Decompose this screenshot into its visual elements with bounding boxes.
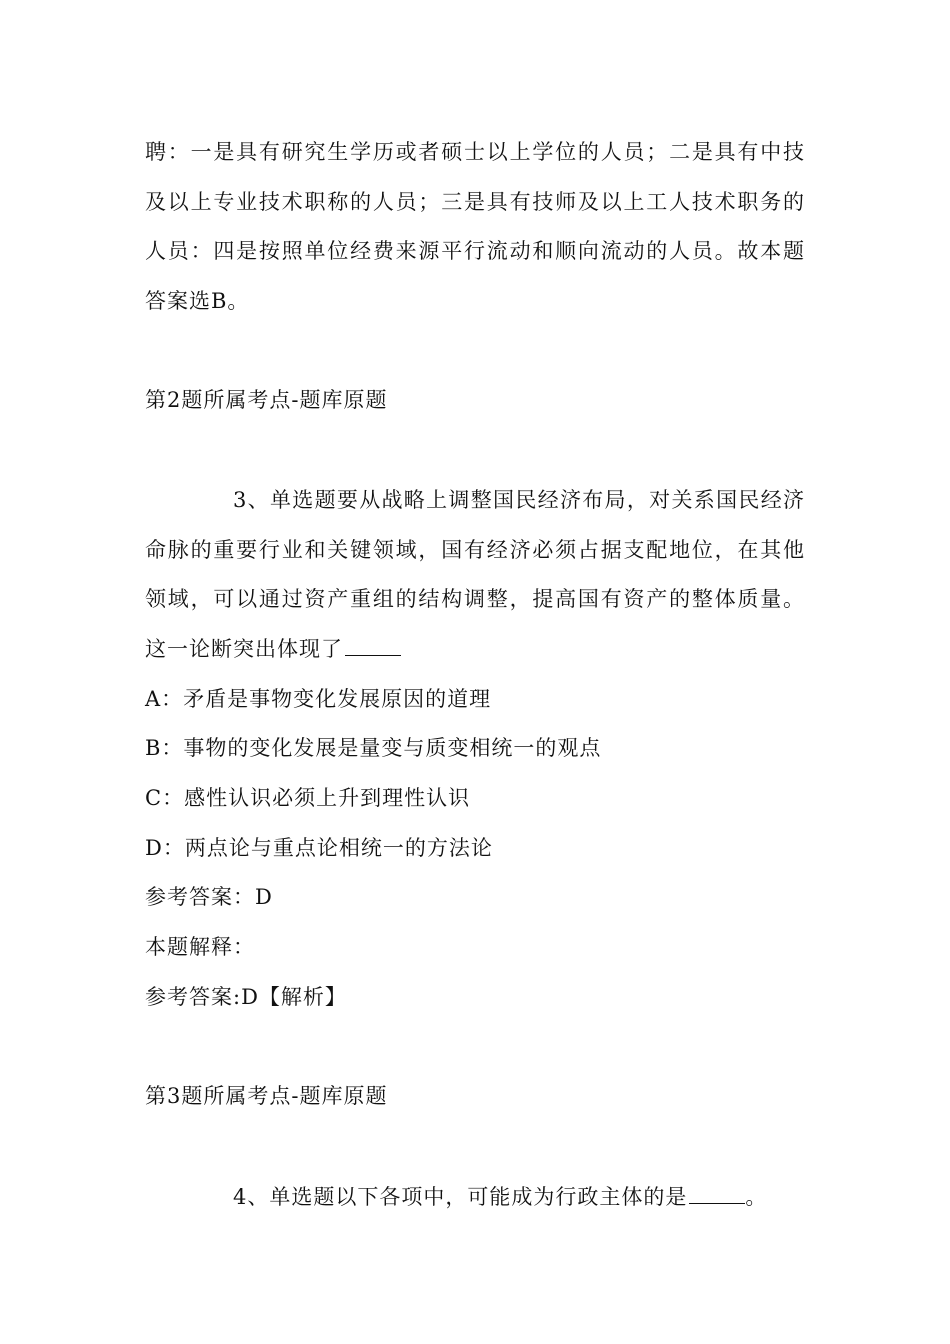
- topic-2-heading: 第2题所属考点-题库原题: [145, 388, 388, 412]
- q3-explain-label: 本题解释：: [145, 935, 255, 959]
- q3-option-d: D：两点论与重点论相统一的方法论: [145, 836, 493, 860]
- q3-explain: 参考答案:D【解析】: [145, 985, 347, 1009]
- answer-blank: [345, 637, 401, 656]
- q4-line-1: [233, 1182, 767, 1212]
- prev-explanation-line-4: 答案选B。: [145, 289, 250, 313]
- topic-3-heading: 第3题所属考点-题库原题: [145, 1084, 388, 1108]
- q3-line-4-text: 这一论断突出体现了: [145, 637, 343, 661]
- q3-answer: 参考答案：D: [145, 885, 273, 909]
- q3-option-c: C：感性认识必须上升到理性认识: [145, 786, 471, 810]
- q3-line-2: 命脉的重要行业和关键领域，国有经济必须占据支配地位，在其他: [145, 538, 805, 562]
- q4-end: 。: [745, 1185, 768, 1209]
- prev-explanation-line-3: 人员：四是按照单位经费来源平行流动和顺向流动的人员。故本题: [145, 239, 805, 263]
- q3-line-3: 领域，可以通过资产重组的结构调整，提高国有资产的整体质量。: [145, 587, 805, 611]
- q4-text: 4、单选题以下各项中，可能成为行政主体的是: [233, 1185, 688, 1209]
- q3-option-a: A：矛盾是事物变化发展原因的道理: [145, 687, 492, 711]
- q3-line-1: 3、单选题要从战略上调整国民经济布局，对关系国民经济: [233, 488, 805, 512]
- q4-answer-blank: [689, 1185, 745, 1204]
- q3-option-b: B：事物的变化发展是量变与质变相统一的观点: [145, 736, 602, 760]
- prev-explanation-line-2: 及以上专业技术职称的人员；三是具有技师及以上工人技术职务的: [145, 190, 805, 214]
- prev-explanation-line-1: 聘：一是具有研究生学历或者硕士以上学位的人员；二是具有中技: [145, 140, 805, 164]
- q3-line-4: [145, 634, 401, 664]
